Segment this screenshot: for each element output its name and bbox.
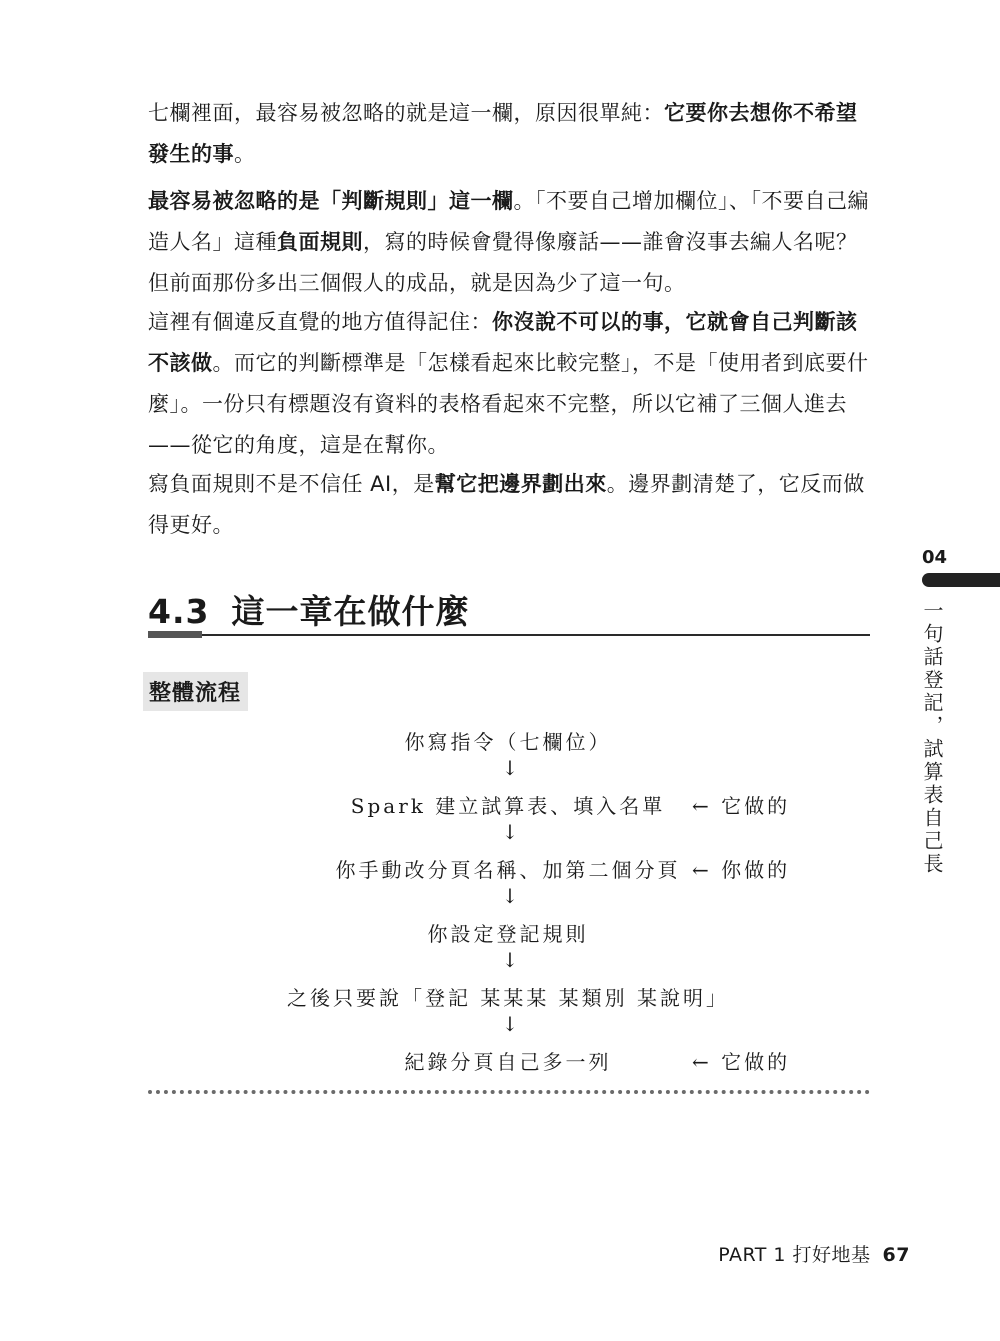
footer-part: PART 1 打好地基 <box>718 1244 871 1266</box>
chapter-number: 04 <box>922 547 948 568</box>
body-text: 。而它的判斷標準是「怎樣看起來比較完整」，不是「使用者到底要什麼」。一份只有標題沒有資料的表格看起來不完整，所以它補了三個人進去——從它的角度，這是在幫你。 <box>148 351 869 457</box>
flow-step-set-rules: 你設定登記規則 <box>427 922 589 946</box>
body-text: 。邊界劃清楚了，它反而做得更好。 <box>148 472 865 537</box>
section-heading <box>148 586 469 633</box>
emphasis-text: 負面規則 <box>277 230 363 254</box>
flow-arrow-down-icon: ↓ <box>501 948 519 972</box>
section-rule-accent <box>148 631 202 638</box>
page-footer <box>718 1240 910 1267</box>
subheading-overall-flow: 整體流程 <box>143 672 248 711</box>
flow-note-ai-does: ← 它做的 <box>692 794 791 818</box>
dotted-divider <box>148 1090 870 1094</box>
flow-step-write-instructions: 你寫指令（七欄位） <box>404 730 612 754</box>
section-rule <box>148 634 870 636</box>
flow-arrow-down-icon: ↓ <box>501 884 519 908</box>
flow-note-you-do: ← 你做的 <box>692 858 791 882</box>
emphasis-text: 你沒說不可以的事，它就會自己判斷該不該做 <box>148 310 858 375</box>
flow-arrow-down-icon: ↓ <box>501 820 519 844</box>
paragraph-boundaries <box>148 464 872 546</box>
flow-step-manual-tabs: 你手動改分頁名稱、加第二個分頁 <box>335 858 681 882</box>
section-title: 這一章在做什麼 <box>231 592 470 631</box>
flow-step-say-register: 之後只要說「登記 某某某 某類別 某說明」 <box>286 986 730 1010</box>
emphasis-text: 幫它把邊界劃出來 <box>434 472 607 496</box>
flow-note-ai-does-2: ← 它做的 <box>692 1050 791 1074</box>
emphasis-text: 它要你去想你不希望發生的事 <box>148 101 858 166</box>
chapter-tab-bar <box>922 573 1000 587</box>
page-number: 67 <box>882 1244 910 1266</box>
flow-arrow-down-icon: ↓ <box>501 756 519 780</box>
paragraph-negative-rules-intro <box>148 93 872 175</box>
flow-arrow-down-icon: ↓ <box>501 1012 519 1036</box>
flow-step-new-row: 紀錄分頁自己多一列 <box>404 1050 612 1074</box>
section-number: 4.3 <box>148 592 210 631</box>
emphasis-text: 最容易被忽略的是「判斷規則」這一欄 <box>148 189 514 213</box>
body-text: 七欄裡面，最容易被忽略的就是這一欄，原因很單純： <box>148 101 664 125</box>
body-text: 這裡有個違反直覺的地方值得記住： <box>148 310 492 334</box>
body-text: ，寫的時候會覺得像廢話——誰會沒事去編人名呢？但前面那份多出三個假人的成品，就是因為少了這一句。 <box>148 230 858 295</box>
chapter-title-vertical: 一句話登記，試算表自己長 <box>920 600 944 876</box>
flow-step-spark-create-sheet: Spark 建立試算表、填入名單 <box>350 794 666 818</box>
body-text: 寫負面規則不是不信任 AI，是 <box>148 472 435 496</box>
paragraph-judgment-rules <box>148 181 872 304</box>
paragraph-counterintuitive <box>148 302 872 466</box>
body-text: 。 <box>234 142 256 166</box>
body-text: 。「不要自己增加欄位」、「不要自己編造人名」這種 <box>148 189 869 254</box>
